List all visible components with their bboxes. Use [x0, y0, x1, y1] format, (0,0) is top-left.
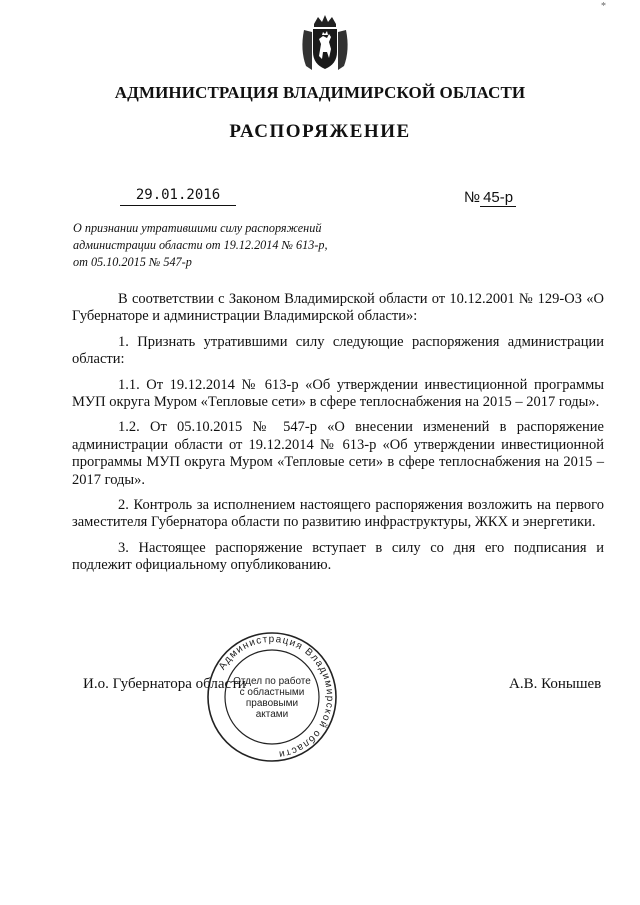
signer-position: И.о. Губернатора области — [83, 676, 246, 692]
body-paragraph-item-3: 3. Настоящее распоряжение вступает в силу со дня его подписания и подлежит официальному опубликованию. — [72, 539, 604, 574]
number-sign: № — [464, 189, 481, 206]
body-paragraph-item-1-2: 1.2. От 05.10.2015 № 547-р «О внесении изменений в распоряжение администрации области от 19.12.2014 № 613-р «Об утверждении инвестиционной программы МУП округа Муром «Тепловые сети» в сфере теплоснабжения на 2015 – 2017 годы». — [72, 419, 604, 488]
stamp-inner-line: с областными — [239, 687, 305, 698]
document-subject — [73, 220, 373, 271]
document-date-field — [120, 187, 236, 206]
stamp-inner-line: правовыми — [245, 698, 299, 709]
organization-title: АДМИНИСТРАЦИЯ ВЛАДИМИРСКОЙ ОБЛАСТИ — [114, 83, 526, 102]
document-number: 45-р — [480, 189, 516, 207]
coat-of-arms-icon — [298, 14, 352, 72]
document-number-field — [464, 189, 516, 206]
document-date: 29.01.2016 — [135, 187, 221, 203]
body-paragraph-item-2: 2. Контроль за исполнением настоящего распоряжения возложить на первого заместителя Губернатора области по развитию инфраструктуры, ЖКХ и энергетики. — [72, 497, 604, 531]
body-paragraph-item-1-1: 1.1. От 19.12.2014 № 613-р «Об утверждении инвестиционной программы МУП округа Муром «Тепловые сети» в сфере теплоснабжения на 2015 – 2017 годы». — [72, 376, 604, 411]
subject-line: от 05.10.2015 № 547-р — [73, 255, 192, 269]
subject-line: администрации области от 19.12.2014 № 613-р, — [73, 238, 328, 252]
stamp-outer-text: Администрация Владимирской области — [216, 633, 336, 760]
subject-line: О признании утратившими силу распоряжений — [73, 221, 322, 235]
body-paragraph-preamble: В соответствии с Законом Владимирской области от 10.12.2001 № 129-ОЗ «О Губернаторе и администрации Владимирской области»: — [72, 291, 604, 325]
stamp-inner-line: Отдел по работе — [233, 676, 311, 687]
signer-name: А.В. Конышев — [509, 676, 602, 692]
document-body — [72, 291, 604, 583]
body-paragraph-item-1: 1. Признать утратившими силу следующие распоряжения администрации области: — [72, 333, 604, 368]
corner-mark: * — [601, 1, 606, 12]
document-type-heading: РАСПОРЯЖЕНИЕ — [229, 121, 411, 142]
stamp-inner-line: актами — [255, 709, 289, 720]
